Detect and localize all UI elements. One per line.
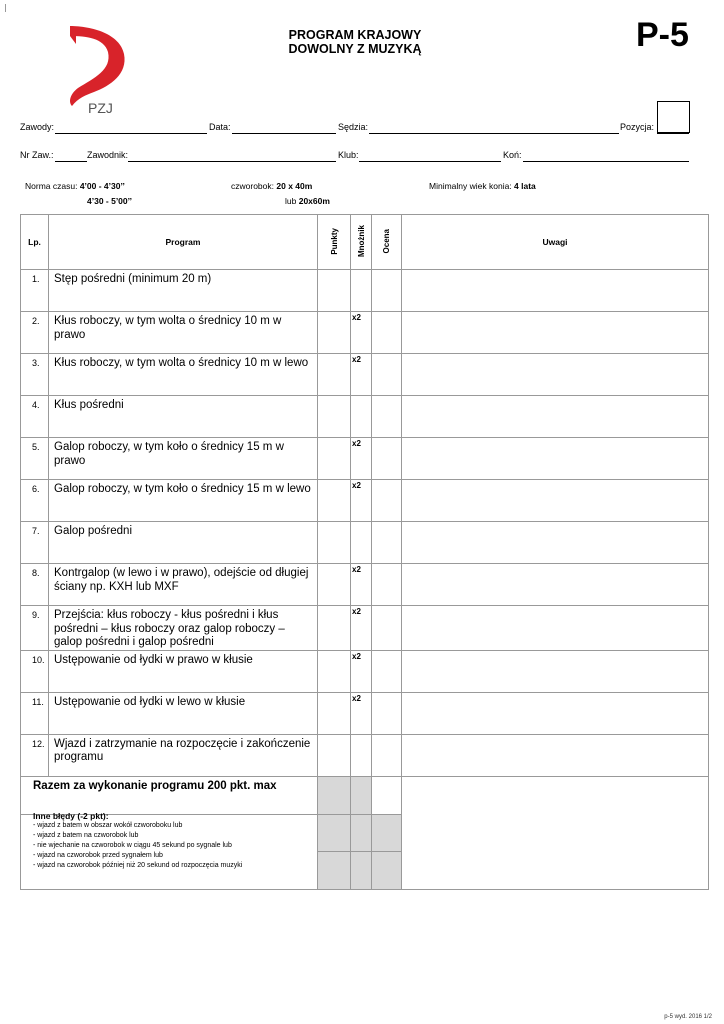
scoring-table <box>20 214 709 890</box>
final-ocena-cell <box>372 851 402 889</box>
row-punkty-cell[interactable] <box>318 396 351 438</box>
row-uwagi-cell[interactable] <box>402 734 709 776</box>
error-item: - wjazd z batem w obszar wokół czworoboku lub <box>33 821 183 829</box>
row-program: Kłus pośredni <box>49 396 318 438</box>
row-number: 1. <box>21 270 49 312</box>
row-punkty-cell[interactable] <box>318 522 351 564</box>
row-uwagi-cell[interactable] <box>402 606 709 651</box>
row-ocena-cell[interactable] <box>372 480 402 522</box>
row-multiplier: x2 <box>351 480 372 522</box>
table-row <box>21 438 709 480</box>
row-number: 4. <box>21 396 49 438</box>
row-number: 2. <box>21 312 49 354</box>
row-ocena-cell[interactable] <box>372 396 402 438</box>
row-punkty-cell[interactable] <box>318 564 351 606</box>
row-ocena-cell[interactable] <box>372 692 402 734</box>
total-ocena-cell[interactable] <box>372 776 402 814</box>
header-mnoznik <box>351 215 372 270</box>
zawody-label: Zawody: <box>20 122 55 132</box>
header-uwagi: Uwagi <box>402 215 709 270</box>
other-errors-list <box>33 821 317 871</box>
pozycja-label: Pozycja: <box>620 122 655 132</box>
table-row <box>21 480 709 522</box>
time-norm <box>25 181 125 191</box>
errors-punkty-cell <box>318 814 351 851</box>
row-number: 9. <box>21 606 49 651</box>
table-row <box>21 734 709 776</box>
row-ocena-cell[interactable] <box>372 312 402 354</box>
sedzia-label: Sędzia: <box>338 122 369 132</box>
row-ocena-cell[interactable] <box>372 522 402 564</box>
header-punkty-text: Punkty <box>329 227 339 255</box>
header-ocena-text: Ocena <box>382 228 391 254</box>
nr-zaw-field[interactable] <box>55 152 87 162</box>
row-punkty-cell[interactable] <box>318 438 351 480</box>
row-program: Przejścia: kłus roboczy - kłus pośredni i kłus pośredni – kłus roboczy oraz galop roboczy – galop pośredni i galop pośredni <box>49 606 318 651</box>
header-ocena <box>372 215 402 270</box>
row-punkty-cell[interactable] <box>318 650 351 692</box>
age-value: 4 lata <box>514 181 536 191</box>
header-mnoznik-text: Mnożnik <box>356 225 366 257</box>
arena-value-2: 20x60m <box>298 196 330 206</box>
arena-or: lub <box>285 196 297 206</box>
row-uwagi-cell[interactable] <box>402 480 709 522</box>
row-ocena-cell[interactable] <box>372 354 402 396</box>
row-number: 12. <box>21 734 49 776</box>
header-punkty <box>318 215 351 270</box>
pozycja-field[interactable] <box>657 124 689 134</box>
row-program: Stęp pośredni (minimum 20 m) <box>49 270 318 312</box>
title-line-2: DOWOLNY Z MUZYKĄ <box>288 42 422 56</box>
row-ocena-cell[interactable] <box>372 564 402 606</box>
row-program: Ustępowanie od łydki w prawo w kłusie <box>49 650 318 692</box>
row-number: 8. <box>21 564 49 606</box>
pzj-logo <box>58 22 136 118</box>
row-number: 11. <box>21 692 49 734</box>
row-uwagi-cell[interactable] <box>402 692 709 734</box>
row-program: Ustępowanie od łydki w lewo w kłusie <box>49 692 318 734</box>
sedzia-field[interactable] <box>369 124 619 134</box>
klub-field[interactable] <box>359 152 501 162</box>
arena-value-1: 20 x 40m <box>276 181 313 191</box>
row-number: 5. <box>21 438 49 480</box>
final-punkty-cell <box>318 851 351 889</box>
age-label: Minimalny wiek konia: <box>429 181 512 191</box>
age-norm <box>429 181 536 191</box>
row-multiplier: x2 <box>351 354 372 396</box>
remarks-bottom-cell[interactable] <box>402 776 709 889</box>
row-uwagi-cell[interactable] <box>402 312 709 354</box>
total-row <box>21 776 709 814</box>
footer-edition: p-5 wyd. 2016 1/2 <box>664 1014 712 1020</box>
row-ocena-cell[interactable] <box>372 438 402 480</box>
row-program: Kłus roboczy, w tym wolta o średnicy 10 m w lewo <box>49 354 318 396</box>
row-number: 3. <box>21 354 49 396</box>
table-row <box>21 564 709 606</box>
arena-alt <box>285 196 330 206</box>
row-multiplier: x2 <box>351 692 372 734</box>
table-row <box>21 312 709 354</box>
row-number: 6. <box>21 480 49 522</box>
row-number: 10. <box>21 650 49 692</box>
error-item: - wjazd na czworobok później niż 20 sekund od rozpoczęcia muzyki <box>33 861 243 869</box>
table-row <box>21 396 709 438</box>
errors-ocena-cell <box>372 814 402 851</box>
error-item: - nie wjechanie na czworobok w ciągu 45 sekund po sygnale lub <box>33 841 232 849</box>
row-multiplier <box>351 522 372 564</box>
logo-text: PZJ <box>88 100 113 116</box>
header-program: Program <box>49 215 318 270</box>
row-ocena-cell[interactable] <box>372 270 402 312</box>
row-program: Kontrgalop (w lewo i w prawo), odejście od długiej ściany np. KXH lub MXF <box>49 564 318 606</box>
row-multiplier: x2 <box>351 312 372 354</box>
errors-mnoznik-cell <box>351 814 372 851</box>
time-norm-value-1: 4’00 - 4’30’’ <box>79 181 125 191</box>
row-multiplier: x2 <box>351 564 372 606</box>
nr-zaw-label: Nr Zaw.: <box>20 150 54 160</box>
error-item: - wjazd na czworobok przed sygnałem lub <box>33 851 163 859</box>
row-ocena-cell[interactable] <box>372 650 402 692</box>
zawody-field[interactable] <box>55 124 207 134</box>
error-item: - wjazd z batem na czworobok lub <box>33 831 139 839</box>
kon-field[interactable] <box>523 152 689 162</box>
title-line-1: PROGRAM KRAJOWY <box>288 28 422 42</box>
row-ocena-cell[interactable] <box>372 606 402 651</box>
row-program: Kłus roboczy, w tym wolta o średnicy 10 m w prawo <box>49 312 318 354</box>
row-punkty-cell[interactable] <box>318 354 351 396</box>
row-uwagi-cell[interactable] <box>402 522 709 564</box>
final-mnoznik-cell <box>351 851 372 889</box>
kon-label: Koń: <box>503 150 522 160</box>
table-row <box>21 270 709 312</box>
row-program: Galop roboczy, w tym koło o średnicy 15 m w lewo <box>49 480 318 522</box>
row-uwagi-cell[interactable] <box>402 650 709 692</box>
data-field[interactable] <box>232 124 336 134</box>
row-program: Galop roboczy, w tym koło o średnicy 15 m w prawo <box>49 438 318 480</box>
table-row <box>21 522 709 564</box>
data-label: Data: <box>209 122 231 132</box>
row-punkty-cell[interactable] <box>318 692 351 734</box>
row-uwagi-cell[interactable] <box>402 564 709 606</box>
row-punkty-cell[interactable] <box>318 270 351 312</box>
time-norm-value-2: 4’30 - 5’00’’ <box>87 196 133 206</box>
table-row <box>21 606 709 651</box>
total-mnoznik-cell <box>351 776 372 814</box>
time-norm-label: Norma czasu: <box>25 181 78 191</box>
table-row <box>21 354 709 396</box>
row-program: Galop pośredni <box>49 522 318 564</box>
total-label: Razem za wykonanie programu 200 pkt. max <box>21 776 318 814</box>
arena-label: czworobok: <box>231 181 274 191</box>
total-punkty-cell <box>318 776 351 814</box>
zawodnik-field[interactable] <box>128 152 336 162</box>
row-multiplier <box>351 270 372 312</box>
other-errors-block <box>21 810 318 889</box>
program-code: P-5 <box>636 16 689 54</box>
table-row <box>21 692 709 734</box>
row-uwagi-cell[interactable] <box>402 270 709 312</box>
row-multiplier <box>351 396 372 438</box>
row-number: 7. <box>21 522 49 564</box>
zawodnik-label: Zawodnik: <box>87 150 129 160</box>
row-multiplier <box>351 734 372 776</box>
row-uwagi-cell[interactable] <box>402 438 709 480</box>
row-multiplier: x2 <box>351 606 372 651</box>
row-punkty-cell[interactable] <box>318 734 351 776</box>
row-punkty-cell[interactable] <box>318 480 351 522</box>
row-punkty-cell[interactable] <box>318 606 351 651</box>
arena-norm <box>231 181 312 191</box>
row-multiplier: x2 <box>351 650 372 692</box>
header-lp: Lp. <box>21 215 49 270</box>
row-program: Wjazd i zatrzymanie na rozpoczęcie i zakończenie programu <box>49 734 318 776</box>
other-errors-title: Inne błędy (-2 pkt): <box>33 810 109 821</box>
row-ocena-cell[interactable] <box>372 734 402 776</box>
row-punkty-cell[interactable] <box>318 312 351 354</box>
corner-mark <box>5 4 6 12</box>
klub-label: Klub: <box>338 150 359 160</box>
table-row <box>21 650 709 692</box>
row-uwagi-cell[interactable] <box>402 354 709 396</box>
table-header-row <box>21 215 709 270</box>
program-title <box>255 28 455 56</box>
row-uwagi-cell[interactable] <box>402 396 709 438</box>
row-multiplier: x2 <box>351 438 372 480</box>
